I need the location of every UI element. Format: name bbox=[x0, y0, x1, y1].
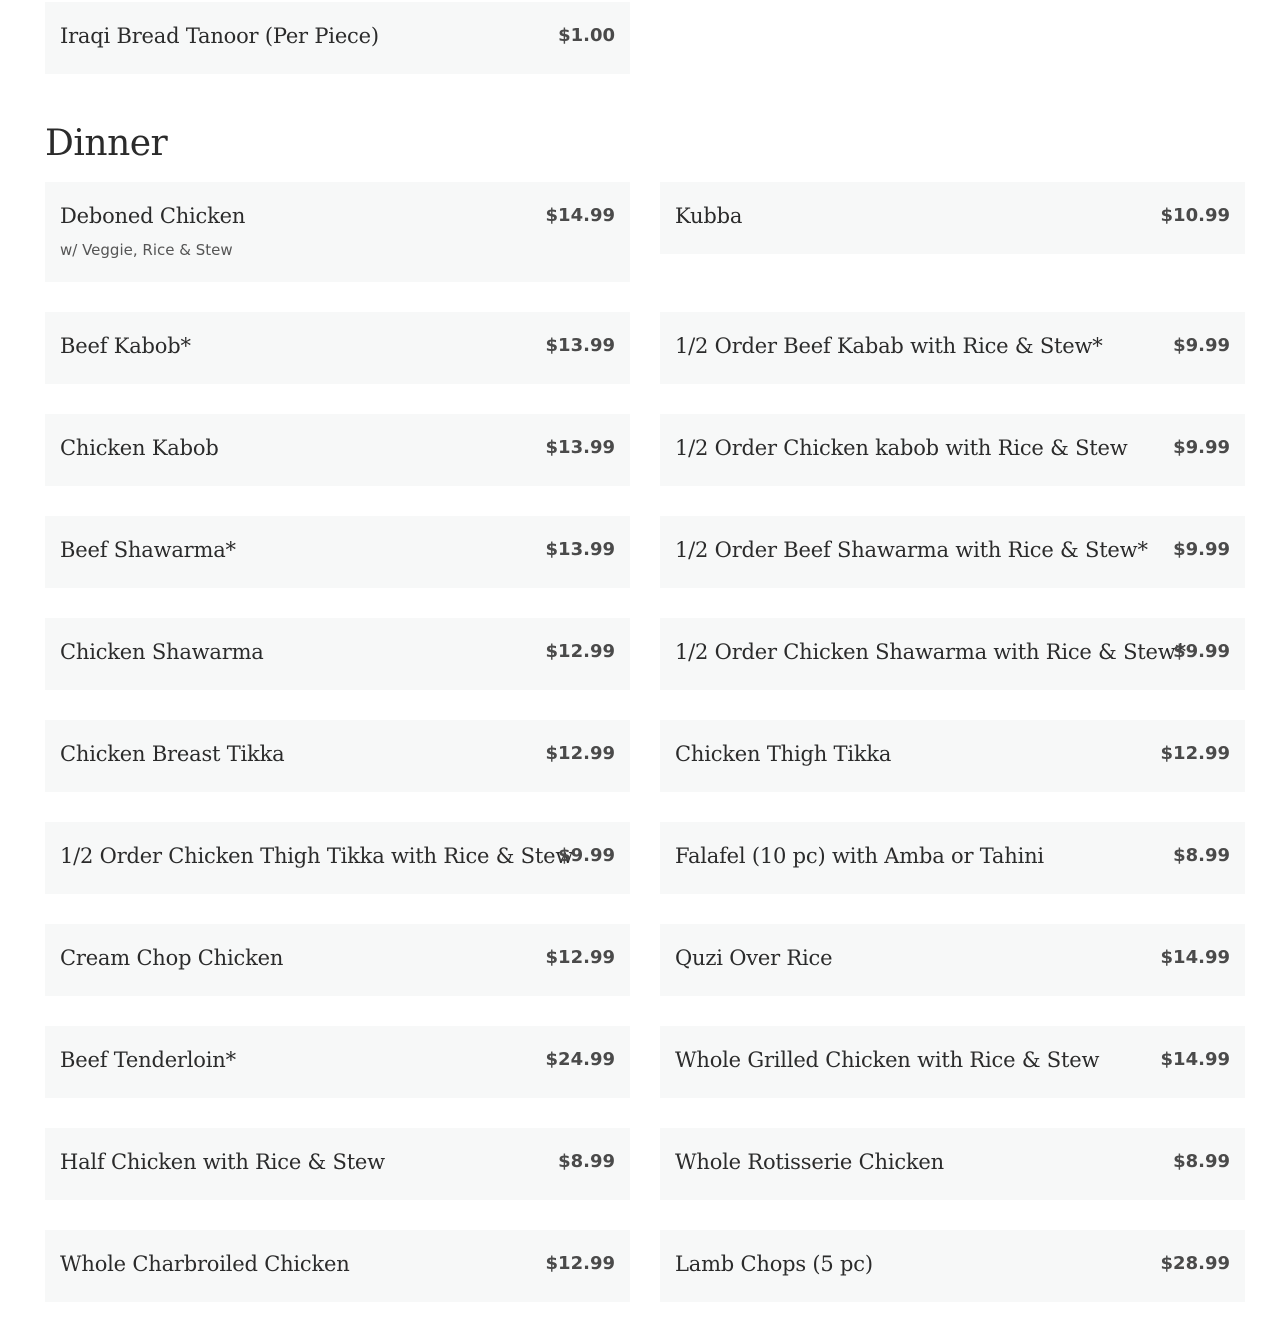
menu-item-price: $9.99 bbox=[1173, 641, 1230, 662]
menu-item-price: $8.99 bbox=[1173, 845, 1230, 866]
menu-item-price: $8.99 bbox=[558, 1151, 615, 1172]
menu-item-price: $10.99 bbox=[1160, 205, 1230, 226]
menu-item-card[interactable] bbox=[660, 312, 1245, 384]
menu-item-price: $8.99 bbox=[1173, 1151, 1230, 1172]
menu-item-price: $14.99 bbox=[545, 205, 615, 226]
menu-item-name: Chicken Kabob bbox=[60, 436, 219, 460]
menu-item-card[interactable] bbox=[660, 1026, 1245, 1098]
menu-item-card[interactable] bbox=[660, 1128, 1245, 1200]
menu-item-price: $24.99 bbox=[545, 1049, 615, 1070]
menu-item-card[interactable] bbox=[45, 1128, 630, 1200]
menu-item-price: $28.99 bbox=[1160, 1253, 1230, 1274]
menu-item-card[interactable] bbox=[660, 182, 1245, 254]
menu-item-card[interactable] bbox=[660, 924, 1245, 996]
menu-item-card[interactable] bbox=[45, 1026, 630, 1098]
menu-item-card[interactable] bbox=[45, 182, 630, 282]
section-title: Dinner bbox=[45, 123, 168, 164]
menu-item-card[interactable] bbox=[45, 924, 630, 996]
menu-item-card[interactable] bbox=[45, 312, 630, 384]
menu-item-price: $13.99 bbox=[545, 437, 615, 458]
menu-item-name: Chicken Shawarma bbox=[60, 640, 264, 664]
menu-item-name: Beef Kabob* bbox=[60, 334, 191, 358]
menu-item-name: Whole Charbroiled Chicken bbox=[60, 1252, 350, 1276]
menu-item-name: Deboned Chicken bbox=[60, 204, 246, 228]
menu-item-name: Chicken Breast Tikka bbox=[60, 742, 285, 766]
menu-item-price: $1.00 bbox=[558, 25, 615, 46]
menu-items-grid bbox=[45, 182, 1245, 1302]
menu-item-description: w/ Veggie, Rice & Stew bbox=[60, 241, 233, 259]
menu-item-name: Beef Shawarma* bbox=[60, 538, 236, 562]
menu-item-name: Cream Chop Chicken bbox=[60, 946, 284, 970]
menu-item-name: 1/2 Order Chicken Thigh Tikka with Rice & Stew bbox=[60, 844, 574, 868]
menu-item-card[interactable] bbox=[660, 618, 1245, 690]
menu-item-name: Half Chicken with Rice & Stew bbox=[60, 1150, 385, 1174]
menu-item-card[interactable] bbox=[660, 414, 1245, 486]
menu-item-price: $12.99 bbox=[545, 743, 615, 764]
menu-item-price: $13.99 bbox=[545, 539, 615, 560]
menu-item-name: Iraqi Bread Tanoor (Per Piece) bbox=[60, 24, 379, 48]
menu-item-name: Quzi Over Rice bbox=[675, 946, 833, 970]
menu-item-card[interactable] bbox=[45, 618, 630, 690]
menu-item-name: Beef Tenderloin* bbox=[60, 1048, 236, 1072]
menu-item-price: $12.99 bbox=[545, 1253, 615, 1274]
menu-item-card[interactable] bbox=[660, 720, 1245, 792]
menu-item-price: $12.99 bbox=[545, 947, 615, 968]
menu-item-name: Whole Rotisserie Chicken bbox=[675, 1150, 944, 1174]
menu-item-name: Chicken Thigh Tikka bbox=[675, 742, 892, 766]
menu-item-price: $13.99 bbox=[545, 335, 615, 356]
menu-item-name: Lamb Chops (5 pc) bbox=[675, 1252, 873, 1276]
menu-item-card[interactable] bbox=[45, 822, 630, 894]
menu-item-name: Kubba bbox=[675, 204, 743, 228]
menu-item-name: 1/2 Order Beef Kabab with Rice & Stew* bbox=[675, 334, 1103, 358]
menu-item-card[interactable] bbox=[45, 516, 630, 588]
menu-item-card[interactable] bbox=[45, 720, 630, 792]
menu-item-card[interactable] bbox=[45, 2, 630, 74]
menu-item-card[interactable] bbox=[660, 822, 1245, 894]
previous-section-tail bbox=[45, 0, 1245, 102]
menu-item-price: $9.99 bbox=[1173, 437, 1230, 458]
menu-item-price: $14.99 bbox=[1160, 947, 1230, 968]
menu-item-card[interactable] bbox=[660, 516, 1245, 588]
menu-item-name: 1/2 Order Beef Shawarma with Rice & Stew* bbox=[675, 538, 1148, 562]
menu-item-card[interactable] bbox=[45, 414, 630, 486]
menu-item-name: 1/2 Order Chicken Shawarma with Rice & Stew* bbox=[675, 640, 1186, 664]
menu-item-card[interactable] bbox=[660, 1230, 1245, 1302]
menu-item-card[interactable] bbox=[45, 1230, 630, 1302]
menu-item-name: 1/2 Order Chicken kabob with Rice & Stew bbox=[675, 436, 1128, 460]
menu-item-name: Whole Grilled Chicken with Rice & Stew bbox=[675, 1048, 1100, 1072]
menu-item-price: $12.99 bbox=[1160, 743, 1230, 764]
menu-item-name: Falafel (10 pc) with Amba or Tahini bbox=[675, 844, 1044, 868]
menu-page bbox=[45, 0, 1245, 1302]
menu-item-price: $9.99 bbox=[1173, 539, 1230, 560]
menu-item-price: $9.99 bbox=[1173, 335, 1230, 356]
menu-item-price: $9.99 bbox=[558, 845, 615, 866]
menu-item-price: $12.99 bbox=[545, 641, 615, 662]
menu-item-price: $14.99 bbox=[1160, 1049, 1230, 1070]
